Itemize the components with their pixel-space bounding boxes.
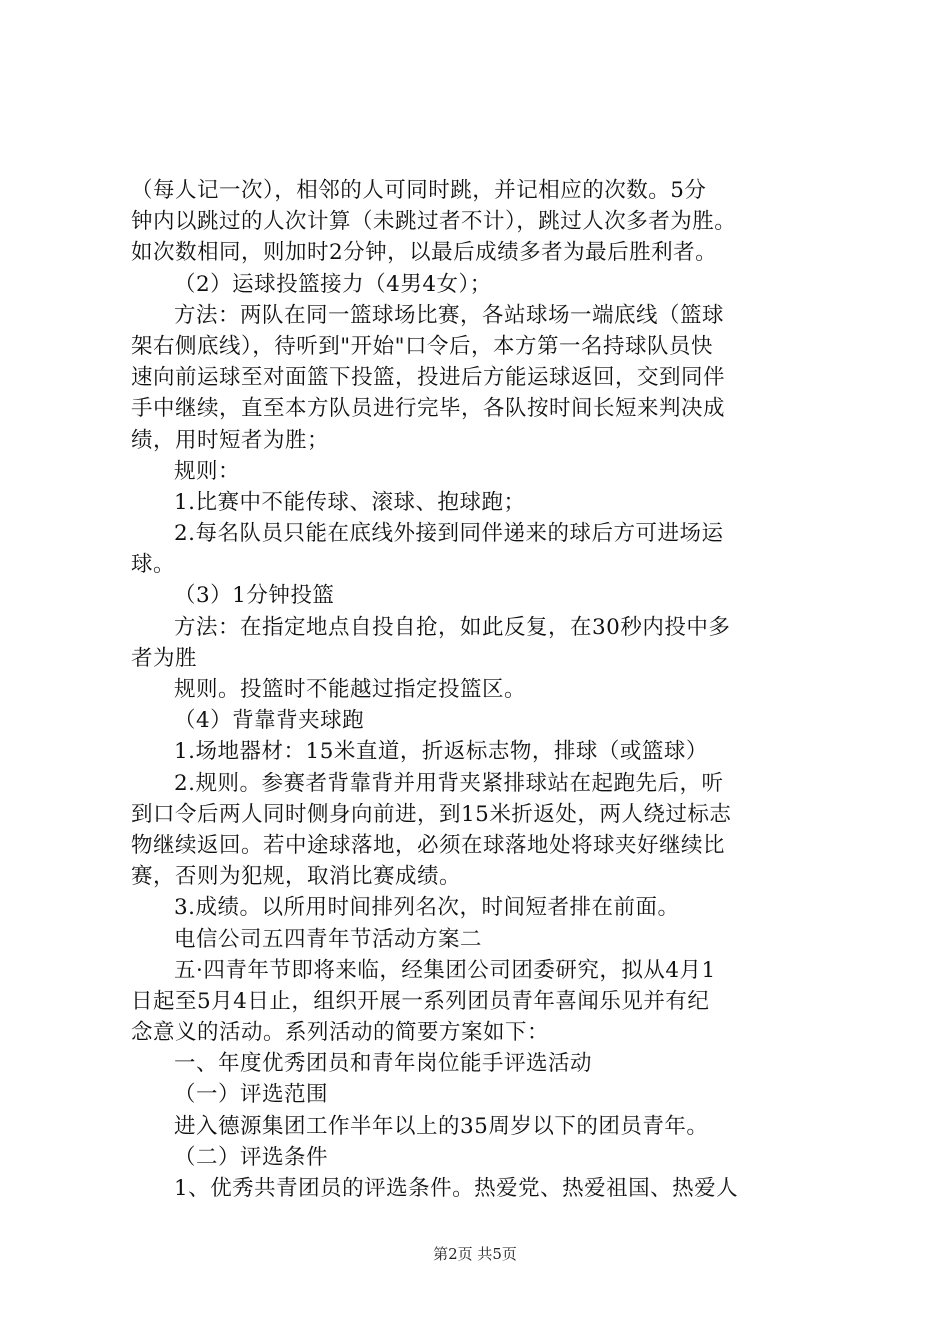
text-line: （二）评选条件 [174, 1144, 329, 1170]
text-line: 手中继续，直至本方队员进行完毕，各队按时间长短来判决成 [131, 396, 726, 422]
text-line: 物继续返回。若中途球落地，必须在球落地处将球夹好继续比 [131, 832, 726, 858]
text-line: 钟内以跳过的人次计算（未跳过者不计），跳过人次多者为胜。 [131, 209, 737, 235]
text-line: 2.规则。参赛者背靠背并用背夹紧排球站在起跑先后，听 [174, 770, 724, 796]
text-line: 1、优秀共青团员的评选条件。热爱党、热爱祖国、热爱人 [174, 1176, 739, 1201]
text-line: 1.比赛中不能传球、滚球、抱球跑； [174, 489, 526, 515]
text-line: 1.场地器材：15米直道，折返标志物，排球（或篮球） [174, 739, 708, 765]
text-line: 一、年度优秀团员和青年岗位能手评选活动 [174, 1051, 593, 1077]
text-line: 2.每名队员只能在底线外接到同伴递来的球后方可进场运 [174, 521, 724, 547]
text-line: 五·四青年节即将来临，经集团公司团委研究，拟从4月1 [174, 957, 716, 983]
text-line: 方法：两队在同一篮球场比赛，各站球场一端底线（篮球 [174, 302, 725, 328]
text-line: 日起至5月4日止，组织开展一系列团员青年喜闻乐见并有纪 [131, 988, 710, 1014]
text-line: 规则： [174, 458, 241, 484]
text-line: 如次数相同，则加时2分钟，以最后成绩多者为最后胜利者。 [131, 240, 718, 266]
text-line: （4）背靠背夹球跑 [174, 708, 365, 734]
text-line: （一）评选范围 [174, 1082, 329, 1108]
text-line: 球。 [131, 552, 176, 578]
document-body [131, 175, 851, 1204]
text-line: 规则。投篮时不能越过指定投篮区。 [174, 677, 527, 702]
text-line: （3）1分钟投篮 [174, 583, 335, 609]
text-line: 者为胜 [131, 645, 198, 671]
text-line: 念意义的活动。系列活动的简要方案如下： [131, 1020, 550, 1046]
text-line: 电信公司五四青年节活动方案二 [174, 926, 483, 952]
text-line: 方法：在指定地点自投自抢，如此反复，在30秒内投中多 [174, 614, 731, 640]
text-line: 速向前运球至对面篮下投篮，投进后方能运球返回，交到同伴 [131, 365, 726, 391]
text-line: （每人记一次），相邻的人可同时跳，并记相应的次数。5分 [131, 178, 707, 203]
text-line: 进入德源集团工作半年以上的35周岁以下的团员青年。 [174, 1113, 709, 1139]
text-line: 到口令后两人同时侧身向前进，到15米折返处，两人绕过标志 [131, 801, 732, 827]
page-footer [0, 1243, 950, 1264]
text-line: 赛，否则为犯规，取消比赛成绩。 [131, 864, 462, 890]
page-number-label: 第2页 共5页 [433, 1245, 517, 1263]
text-line: （2）运球投篮接力（4男4女）； [174, 271, 492, 297]
text-line: 绩，用时短者为胜； [131, 427, 330, 453]
text-line: 3.成绩。以所用时间排列名次，时间短者排在前面。 [174, 895, 680, 921]
text-line: 架右侧底线），待听到"开始"口令后，本方第一名持球队员快 [131, 333, 714, 359]
